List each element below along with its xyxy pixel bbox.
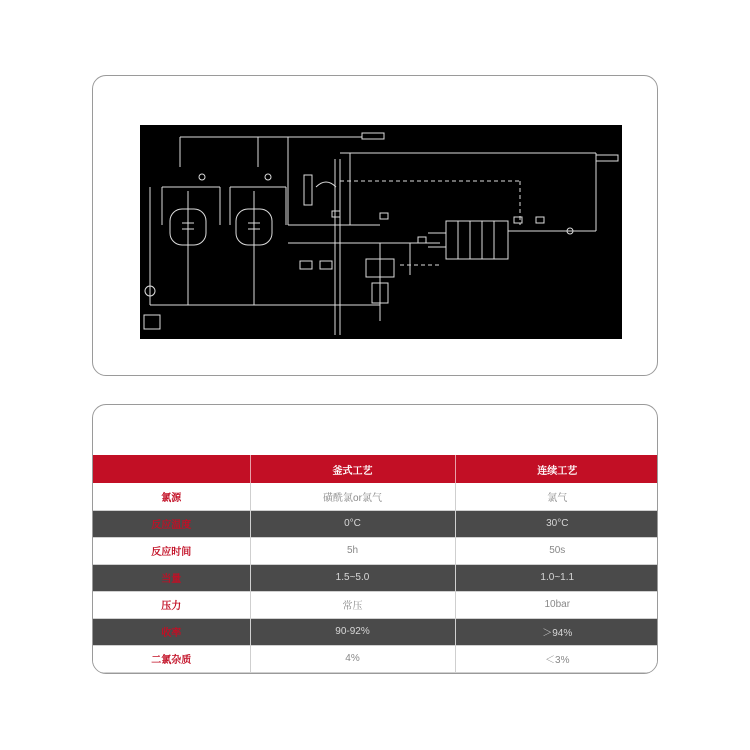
row-label: 反应温度 (93, 510, 250, 537)
table-row (93, 645, 658, 672)
row-label: 二氯杂质 (93, 645, 250, 672)
table-row (93, 564, 658, 591)
continuous-value: 50s (455, 537, 658, 564)
process-flow-drawing (140, 125, 622, 339)
batch-value: 5h (250, 537, 455, 564)
table-row (93, 591, 658, 618)
table-header-row (93, 455, 658, 483)
continuous-value: ＜3% (455, 645, 658, 672)
batch-value: 90-92% (250, 618, 455, 645)
header-continuous-process: 连续工艺 (455, 455, 658, 483)
process-diagram-card (92, 75, 658, 376)
batch-value: 磺酰氯or氯气 (250, 483, 455, 510)
row-label: 压力 (93, 591, 250, 618)
row-label: 当量 (93, 564, 250, 591)
continuous-value: 1.0~1.1 (455, 564, 658, 591)
continuous-value: 氯气 (455, 483, 658, 510)
continuous-value: 30°C (455, 510, 658, 537)
continuous-value: ＞94% (455, 618, 658, 645)
row-label: 氯源 (93, 483, 250, 510)
batch-value: 常压 (250, 591, 455, 618)
batch-value: 4% (250, 645, 455, 672)
table-row (93, 483, 658, 510)
row-label: 收率 (93, 618, 250, 645)
table-row (93, 537, 658, 564)
comparison-card (92, 404, 658, 674)
batch-value: 0°C (250, 510, 455, 537)
batch-value: 1.5~5.0 (250, 564, 455, 591)
process-comparison-table (93, 455, 658, 673)
header-batch-process: 釜式工艺 (250, 455, 455, 483)
header-empty (93, 455, 250, 483)
process-flow-diagram (140, 125, 622, 339)
table-row (93, 618, 658, 645)
row-label: 反应时间 (93, 537, 250, 564)
table-row (93, 510, 658, 537)
continuous-value: 10bar (455, 591, 658, 618)
